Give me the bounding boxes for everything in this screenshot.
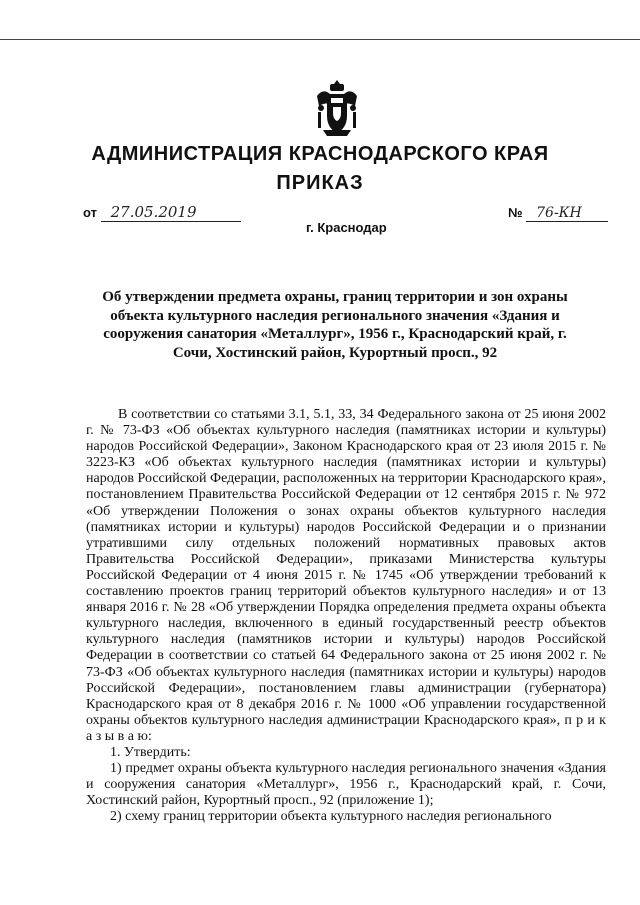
document-type: ПРИКАЗ [276,172,364,194]
document-number-field [508,205,608,222]
date-prefix: от [83,205,97,220]
handwritten-number: 76-КН [526,205,608,222]
preamble-paragraph: В соответствии со статьями 3.1, 5.1, 33, 34 Федерального закона от 25 июня 2002 г. № 73-ФЗ «Об объектах культурного наследия (памятниках истории и культуры) народов Российской Федерации», Законом Краснодарского края от 23 июля 2015 г. № 3223-КЗ «Об объектах культурного наследия (памятниках истории и культуры) народов Российской Федерации, расположенных на территории Краснодарского края», постановлением Правительства Российской Федерации от 12 сентября 2015 г. № 972 «Об утверждении Положения о зонах охраны объектов культурного наследия (памятниках истории и культуры) народов Российской Федерации и о признании утратившими силу отдельных положений нормативных правовых актов Правительства Российской Федерации», приказами Министерства культуры Российской Федерации от 4 июня 2015 г. № 1745 «Об утверждении требований к составлению проектов границ территорий объектов культурного наследия» и от 13 января 2016 г. № 28 «Об утверждении Порядка определения предмета охраны объекта культурного наследия, включенного в единый государственный реестр объектов культурного наследия (памятников истории и культуры) народов Российской Федерации в соответствии со статьей 64 Федерального закона от 25 июня 2002 г. № 73-ФЗ «Об объектах культурного наследия (памятниках истории и культуры) народов Российской Федерации», постановлением главы администрации (губернатора) Краснодарского края от 8 декабря 2016 г. № 1000 «Об управлении государственной охраны объектов культурного наследия администрации Краснодарского края», п р и к а з ы в а ю: [86,407,606,744]
handwritten-date: 27.05.2019 [101,203,241,222]
page-top-edge [0,39,640,40]
coat-of-arms-icon [313,78,361,140]
city-label: г. Краснодар [306,220,387,235]
item-1: 1. Утвердить: [110,744,191,760]
item-1-2: 2) схему границ территории объекта культурного наследия регионального [110,809,552,825]
document-body [86,407,606,825]
organization-title: АДМИНИСТРАЦИЯ КРАСНОДАРСКОГО КРАЯ [91,143,549,165]
document-subject: Об утверждении предмета охраны, границ территории и зон охраны объекта культурного наследия регионального значения «Здания и сооружения санатория «Металлург», 1956 г., Краснодарский край, г. Сочи, Хостинский район, Курортный просп., 92 [102,289,568,361]
number-prefix: № [508,205,523,220]
date-field [83,203,241,222]
item-1-1: 1) предмет охраны объекта культурного наследия регионального значения «Здания и сооружения санатория «Металлург», 1956 г., Краснодарский край, г. Сочи, Хостинский район, Курортный просп., 92 (приложение 1); [86,761,606,809]
